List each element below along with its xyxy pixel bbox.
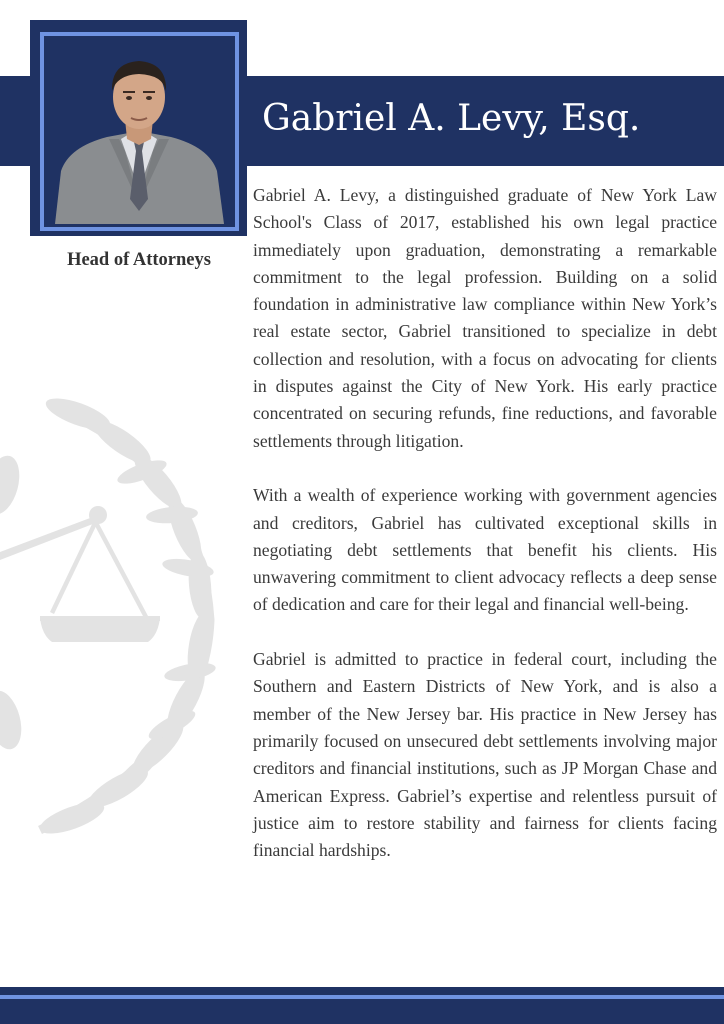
attorney-photo [40,32,239,231]
bio-paragraph: Gabriel is admitted to practice in federal court, including the Southern and Eastern Districts of New York, and is also a member of the New Jersey bar. His practice in New Jersey has primarily focused on unsecured debt settlements involving major creditors and financial institutions, such as JP Morgan Chase and American Express. Gabriel’s expertise and relentless pursuit of justice aim to restore stability and fairness for clients facing financial hardships. [253,649,717,861]
bio-text [253,182,717,864]
person-portrait-icon [47,39,232,224]
bio-paragraph: With a wealth of experience working with government agencies and creditors, Gabriel has cultivated exceptional skills in negotiating debt settlements that benefit his clients. His unwavering commitment to client advocacy reflects a deep sense of dedication and care for their legal and financial well-being. [253,485,717,615]
photo-frame [30,20,247,236]
scales-of-justice-laurel-icon [0,390,240,860]
footer-band [0,987,724,1024]
role-title: Head of Attorneys [67,250,211,270]
footer-stripe [0,995,724,999]
page-title: Gabriel A. Levy, Esq. [262,98,641,139]
bio-paragraph: Gabriel A. Levy, a distinguished graduate of New York Law School's Class of 2017, established his own legal practice immediately upon graduation, demonstrating a remarkable commitment to the legal profession. Building on a solid foundation in administrative law compliance within New York’s real estate sector, Gabriel transitioned to specialize in debt collection and resolution, with a focus on advocating for clients in disputes against the City of New York. His early practice concentrated on securing refunds, fine reductions, and favorable settlements through litigation. [253,185,717,451]
